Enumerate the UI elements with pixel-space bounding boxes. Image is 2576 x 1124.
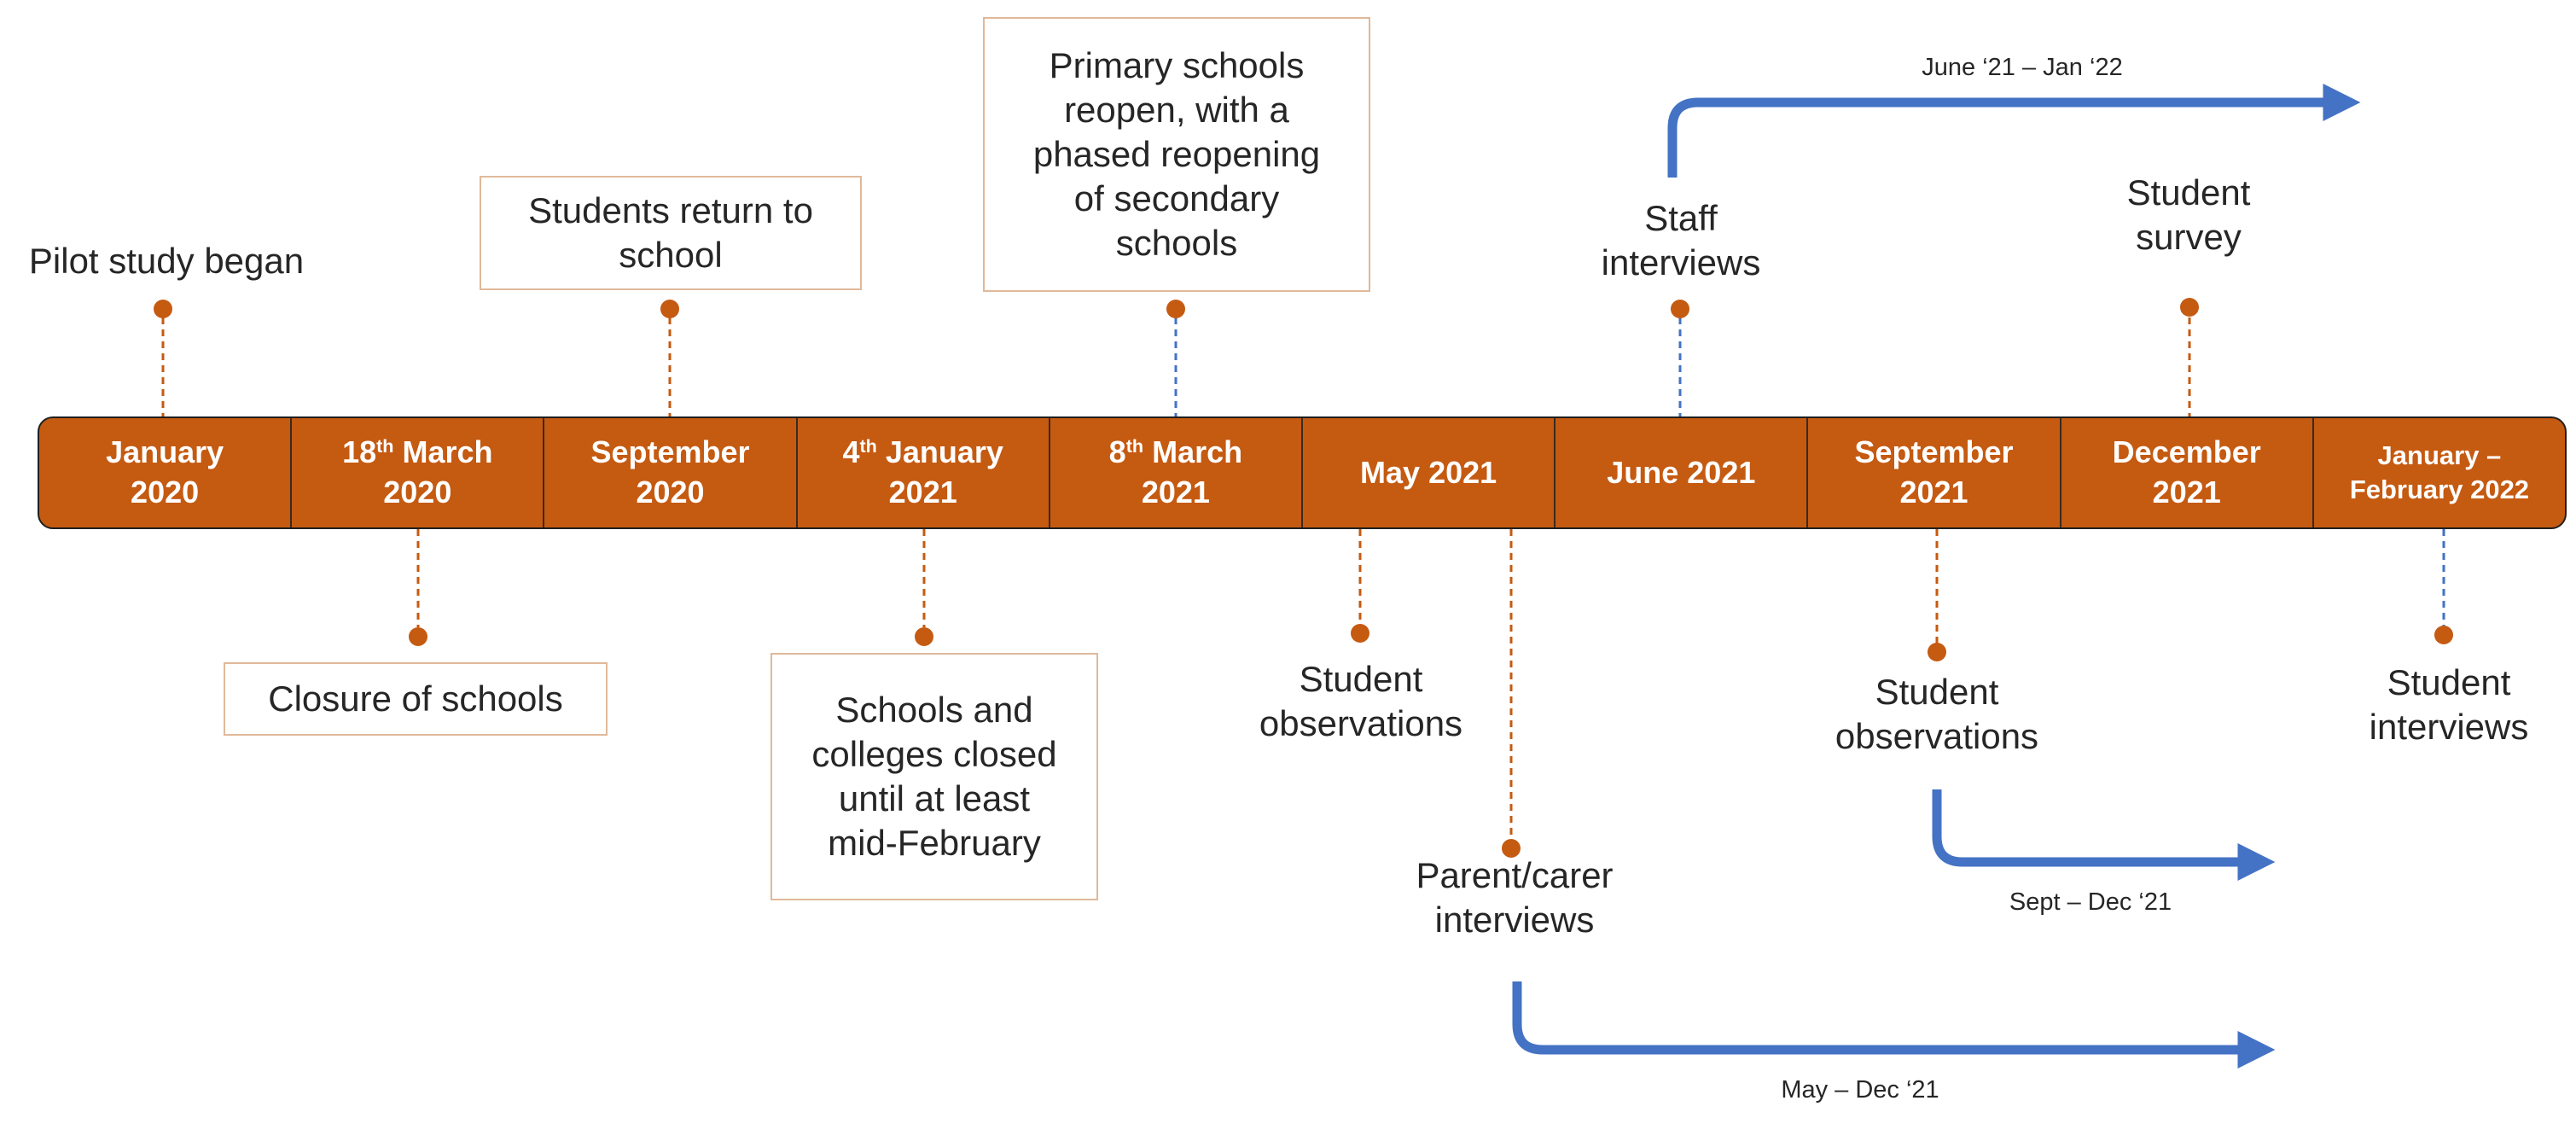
- dot-obs-sept: [1928, 643, 1946, 661]
- dot-colleges: [915, 627, 933, 646]
- parent-range-arrow: [1517, 981, 2253, 1050]
- event-closure-box: Closure of schools: [224, 662, 608, 736]
- event-primary-box: Primary schools reopen, with a phased reopening of secondary schools: [983, 17, 1370, 292]
- timeline-segment: 4th January 2021: [798, 418, 1050, 527]
- dot-pilot: [154, 300, 172, 318]
- dot-closure: [409, 627, 427, 646]
- staff-range-arrow: [1672, 102, 2338, 178]
- event-return-box: Students return to school: [480, 176, 862, 290]
- dot-primary: [1166, 300, 1185, 318]
- timeline-segment: January – February 2022: [2349, 440, 2530, 504]
- obs-sept-range-label: Sept – Dec ‘21: [2009, 888, 2172, 916]
- timeline-segment: June 2021: [1555, 418, 1808, 527]
- event-pilot-label: Pilot study began: [28, 241, 305, 281]
- timeline-segment: September 2020: [544, 418, 797, 527]
- timeline-bar: [38, 416, 2567, 529]
- parent-carer-interviews-label: Parent/carer interviews: [1416, 855, 1614, 941]
- student-survey-label: Student survey: [2126, 172, 2251, 258]
- dot-survey: [2180, 298, 2199, 317]
- staff-interviews-label: Staff interviews: [1601, 198, 1761, 283]
- timeline-segment: December 2021: [2061, 418, 2314, 527]
- student-observations-sept-label: Student observations: [1835, 672, 2039, 757]
- timeline-segment: 18th March 2020: [292, 418, 544, 527]
- event-colleges-box: Schools and colleges closed until at least mid-February: [770, 653, 1098, 900]
- timeline-segment: September 2021: [1808, 418, 2061, 527]
- timeline-segment: January 2020: [39, 418, 292, 527]
- dot-obs-may: [1351, 624, 1369, 643]
- timeline-segment: 8th March 2021: [1050, 418, 1303, 527]
- timeline-segment: May 2021: [1303, 418, 1555, 527]
- student-observations-may-label: Student observations: [1259, 659, 1463, 744]
- dot-return: [660, 300, 679, 318]
- dot-interviews: [2434, 626, 2453, 644]
- staff-range-label: June ‘21 – Jan ‘22: [1922, 54, 2123, 81]
- dot-staff: [1671, 300, 1689, 318]
- student-interviews-label: Student interviews: [2369, 662, 2529, 748]
- parent-range-label: May – Dec ‘21: [1781, 1076, 1939, 1104]
- obs-sept-range-arrow: [1937, 789, 2253, 862]
